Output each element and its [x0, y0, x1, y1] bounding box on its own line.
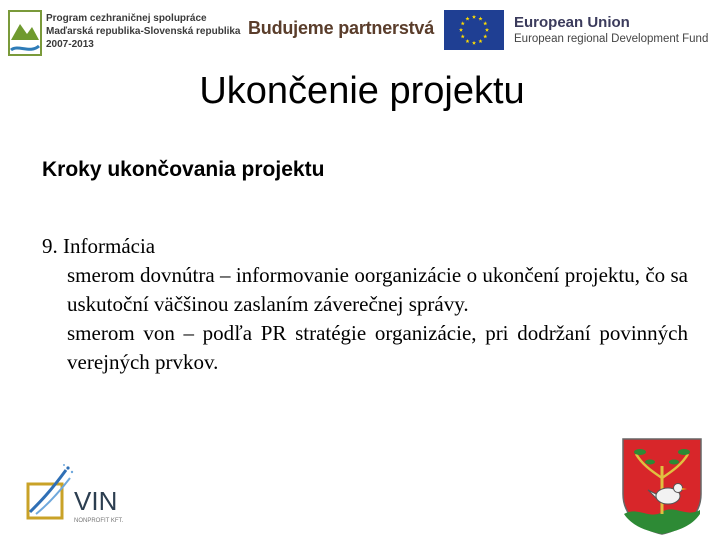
paragraph-inward: smerom dovnútra – informovanie oorganizácie o ukončení projektu, čo sa uskutoční väčšinou zaslaním záverečnej správy.: [67, 263, 688, 316]
slide-title: Ukončenie projektu: [199, 70, 525, 112]
vin-logo-emblem-icon: [28, 464, 73, 518]
vin-logo-tagline: NONPROFIT KFT.: [74, 518, 124, 524]
eu-logo-text: [514, 14, 708, 46]
vin-logo: [26, 462, 146, 528]
slide-subtitle: Kroky ukončovania projektu: [42, 158, 325, 181]
program-logo-line: 2007-2013: [46, 39, 94, 50]
paragraph-outward: smerom von – podľa PR stratégie organizácie, pri dodržaní povinných verejných prvkov.: [67, 321, 688, 374]
slide-body: [42, 232, 688, 377]
program-logo-line: Program cezhraničnej spolupráce: [46, 13, 207, 24]
list-item-label: 9. Informácia: [42, 234, 156, 258]
vin-logo-text: VIN: [74, 486, 118, 516]
program-logo-line: Maďarská republika-Slovenská republika: [46, 26, 241, 37]
partnership-logo: Budujeme partnerstvá: [248, 18, 435, 38]
eu-subtitle: European regional Development Fund: [514, 33, 709, 45]
eu-title: European Union: [514, 14, 630, 31]
coat-of-arms-icon: [620, 436, 704, 536]
eu-flag-icon: [444, 10, 504, 50]
program-logo: [8, 8, 240, 58]
program-logo-emblem-icon: [8, 10, 42, 56]
